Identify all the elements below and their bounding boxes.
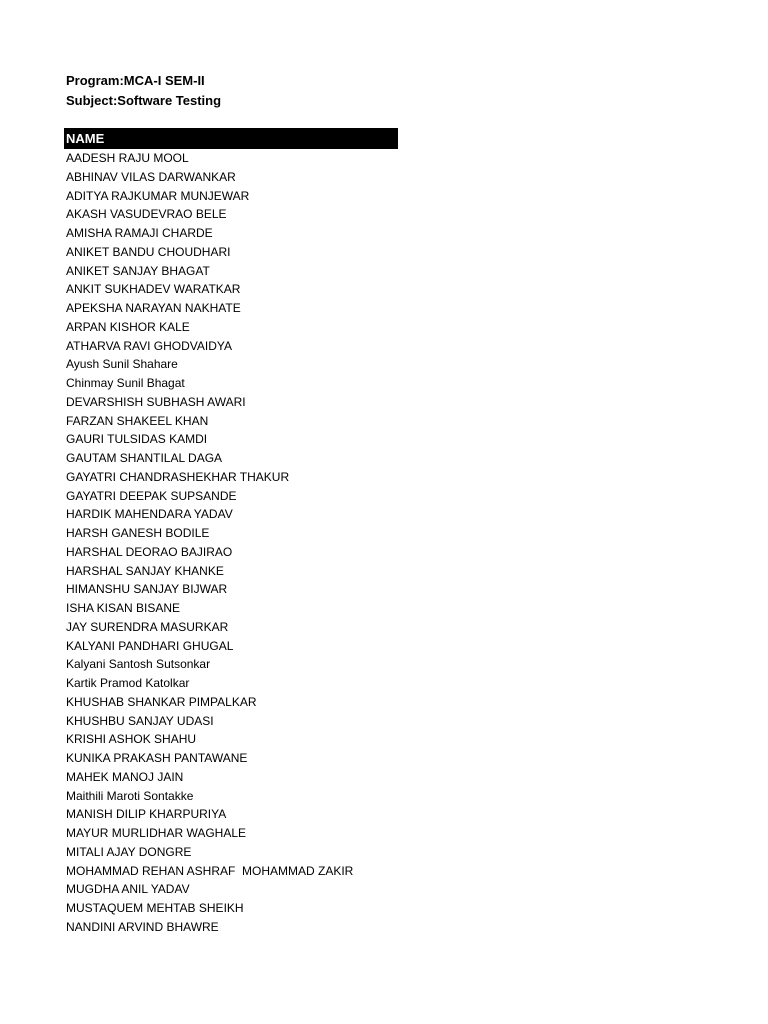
student-name-row: Kalyani Santosh Sutsonkar [66, 657, 211, 672]
student-name-row: AMISHA RAMAJI CHARDE [66, 226, 213, 240]
student-name-row: ARPAN KISHOR KALE [66, 319, 190, 334]
student-name-row: ANKIT SUKHADEV WARATKAR [66, 282, 241, 297]
student-name-row: MAHEK MANOJ JAIN [66, 769, 184, 784]
student-name-row: ATHARVA RAVI GHODVAIDYA [66, 338, 233, 353]
subject-label: Subject:Software Testing [66, 93, 222, 108]
name-column-header: NAME [64, 128, 398, 149]
student-name-row: KALYANI PANDHARI GHUGAL [66, 638, 234, 653]
student-name-row: AKASH VASUDEVRAO BELE [66, 207, 227, 222]
student-name-row: FARZAN SHAKEEL KHAN [66, 413, 209, 428]
student-name-row: KUNIKA PRAKASH PANTAWANE [66, 751, 248, 765]
student-name-row: MUGDHA ANIL YADAV [66, 882, 190, 897]
student-name-row: DEVARSHISH SUBHASH AWARI [66, 394, 246, 409]
student-name-row: GAYATRI DEEPAK SUPSANDE [66, 488, 237, 503]
student-name-row: HARSH GANESH BODILE [66, 526, 210, 540]
student-name-row: Ayush Sunil Shahare [66, 357, 178, 372]
student-name-row: MOHAMMAD REHAN ASHRAF MOHAMMAD ZAKIR [66, 863, 354, 878]
student-name-row: Chinmay Sunil Bhagat [66, 376, 185, 390]
student-name-row: MITALI AJAY DONGRE [66, 844, 192, 859]
student-name-row: MUSTAQUEM MEHTAB SHEIKH [66, 901, 244, 915]
student-name-row: KHUSHBU SANJAY UDASI [66, 713, 214, 728]
student-name-row: ANIKET SANJAY BHAGAT [66, 263, 210, 278]
student-name-row: KRISHI ASHOK SHAHU [66, 732, 197, 747]
student-name-row: HARSHAL DEORAO BAJIRAO [66, 544, 233, 559]
student-name-row: AADESH RAJU MOOL [66, 151, 189, 165]
student-name-row: MAYUR MURLIDHAR WAGHALE [66, 826, 247, 840]
student-name-row: ANIKET BANDU CHOUDHARI [66, 244, 231, 259]
student-name-table [64, 128, 398, 937]
student-name-list [64, 149, 398, 937]
student-name-row: HARSHAL SANJAY KHANKE [66, 563, 224, 578]
program-label: Program:MCA-I SEM-II [66, 73, 205, 88]
student-name-row: MANISH DILIP KHARPURIYA [66, 807, 227, 822]
student-name-row: ABHINAV VILAS DARWANKAR [66, 169, 236, 184]
student-name-row: APEKSHA NARAYAN NAKHATE [66, 301, 241, 315]
student-name-row: HARDIK MAHENDARA YADAV [66, 507, 233, 522]
student-name-row: ISHA KISAN BISANE [66, 601, 181, 615]
student-name-row: GAURI TULSIDAS KAMDI [66, 432, 208, 447]
student-name-row: GAUTAM SHANTILAL DAGA [66, 451, 223, 465]
student-name-row: GAYATRI CHANDRASHEKHAR THAKUR [66, 469, 290, 484]
student-name-row: HIMANSHU SANJAY BIJWAR [66, 582, 228, 597]
student-name-row: NANDINI ARVIND BHAWRE [66, 919, 219, 934]
document-header [66, 71, 221, 111]
student-name-row: KHUSHAB SHANKAR PIMPALKAR [66, 694, 257, 709]
student-name-row: Maithili Maroti Sontakke [66, 788, 194, 803]
student-name-row: JAY SURENDRA MASURKAR [66, 619, 229, 634]
student-name-row: Kartik Pramod Katolkar [66, 676, 190, 690]
student-name-row: ADITYA RAJKUMAR MUNJEWAR [66, 188, 250, 203]
